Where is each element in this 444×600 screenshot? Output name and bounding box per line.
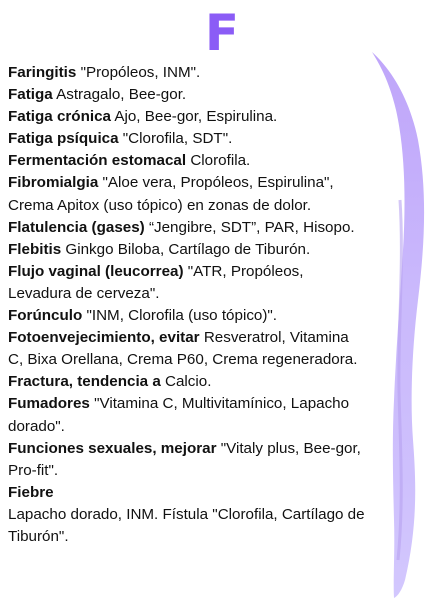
list-item [8, 393, 368, 437]
entry-remedies: "ATR, Propóleos, Levadura de cerveza". [8, 262, 304, 302]
entry-term: Fibromialgia [8, 174, 99, 192]
entry-term: Fotoenvejecimiento, evitar [8, 329, 200, 347]
entry-term: Fatiga [8, 86, 53, 104]
section-letter-heading: F [204, 4, 240, 62]
entry-term: Fumadores [8, 395, 90, 413]
list-item [8, 482, 368, 504]
entry-term: Flebitis [8, 240, 62, 258]
list-item [8, 371, 368, 393]
entry-remedies: "Propóleos, INM". [76, 64, 201, 81]
entry-term: Flujo vaginal (leucorrea) [8, 262, 184, 280]
list-item [8, 438, 368, 482]
list-item [8, 150, 368, 172]
entry-term: Fermentación estomacal [8, 152, 187, 170]
entry-term: Fractura, tendencia a [8, 373, 161, 391]
entry-remedies: "Vitaly plus, Bee-gor, Pro-fit". [8, 439, 361, 479]
list-item [8, 84, 368, 106]
entry-remedies: “Jengibre, SDT”, PAR, Hisopo. [144, 218, 355, 236]
entry-remedies: Calcio. [160, 373, 212, 391]
entry-list [8, 62, 368, 548]
entry-remedies: Astragalo, Bee-gor. [52, 86, 187, 104]
entry-term: Faringitis [8, 64, 77, 81]
list-item [8, 106, 368, 128]
list-item [8, 239, 368, 261]
entry-remedies: "Aloe vera, Propóleos, Espirulina", Crema Apitox (uso tópico) en zonas de dolor. [8, 174, 334, 214]
entry-term: Fiebre [8, 483, 54, 501]
list-item [8, 217, 368, 239]
entry-remedies: Ginkgo Biloba, Cartílago de Tiburón. [61, 240, 311, 258]
entry-remedies: Ajo, Bee-gor, Espirulina. [110, 108, 278, 126]
entry-remedies: "Clorofila, SDT". [118, 130, 233, 148]
entry-remedies: Lapacho dorado, INM. Fístula "Clorofila, Cartílago de Tiburón". [8, 505, 365, 545]
list-item [8, 62, 368, 84]
entry-term: Forúnculo [8, 307, 83, 325]
entry-term: Funciones sexuales, mejorar [8, 439, 217, 457]
list-item [8, 327, 368, 371]
entry-remedies: "INM, Clorofila (uso tópico)". [82, 307, 278, 325]
entry-term: Flatulencia (gases) [8, 218, 145, 236]
entry-remedies: Clorofila. [186, 152, 251, 170]
entry-remedies: "Vitamina C, Multivitamínico, Lapacho dorado". [8, 395, 350, 435]
entry-remedies: Resveratrol, Vitamina C, Bixa Orellana, Crema P60, Crema regeneradora. [8, 329, 358, 369]
list-item [8, 261, 368, 305]
list-item [8, 172, 368, 216]
list-item [8, 128, 368, 150]
entry-term: Fatiga psíquica [8, 130, 119, 148]
list-item [8, 504, 368, 548]
entry-term: Fatiga crónica [8, 108, 111, 126]
list-item [8, 305, 368, 327]
